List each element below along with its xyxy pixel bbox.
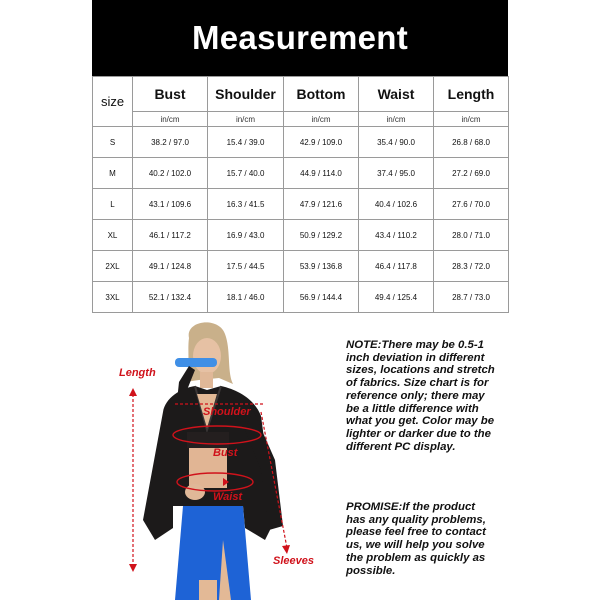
size-cell: S	[93, 127, 133, 158]
table-row	[93, 158, 509, 189]
measurement-banner	[92, 0, 508, 76]
table-row	[93, 127, 509, 158]
size-cell: XL	[93, 220, 133, 251]
value-cell: 35.4 / 90.0	[359, 127, 434, 158]
value-cell: 28.3 / 72.0	[434, 251, 509, 282]
value-cell: 47.9 / 121.6	[284, 189, 359, 220]
value-cell: 50.9 / 129.2	[284, 220, 359, 251]
value-cell: 40.2 / 102.0	[133, 158, 208, 189]
value-cell: 17.5 / 44.5	[208, 251, 284, 282]
value-cell: 27.2 / 69.0	[434, 158, 509, 189]
column-header: Waist	[359, 77, 434, 112]
value-cell: 38.2 / 97.0	[133, 127, 208, 158]
value-cell: 44.9 / 114.0	[284, 158, 359, 189]
value-cell: 15.4 / 39.0	[208, 127, 284, 158]
value-cell: 49.4 / 125.4	[359, 282, 434, 313]
unit-label: in/cm	[284, 112, 359, 127]
value-cell: 43.4 / 110.2	[359, 220, 434, 251]
value-cell: 56.9 / 144.4	[284, 282, 359, 313]
waist-label: Waist	[213, 491, 243, 503]
value-cell: 18.1 / 46.0	[208, 282, 284, 313]
note-text: NOTE:There may be 0.5-1 inch deviation in different sizes, locations and stretch of fabrics. Size chart is for reference only; there may be a little difference with what you get. Color may be lighter or darker due to the different PC display.	[346, 339, 495, 453]
value-cell: 28.0 / 71.0	[434, 220, 509, 251]
table-header-row	[93, 77, 509, 112]
column-header: Bust	[133, 77, 208, 112]
shoulder-label: Shoulder	[203, 406, 251, 418]
value-cell: 53.9 / 136.8	[284, 251, 359, 282]
value-cell: 49.1 / 124.8	[133, 251, 208, 282]
table-row	[93, 189, 509, 220]
sleeves-label: Sleeves	[273, 555, 314, 567]
unit-label: in/cm	[133, 112, 208, 127]
size-chart-table	[92, 76, 509, 313]
unit-label: in/cm	[359, 112, 434, 127]
size-cell: 2XL	[93, 251, 133, 282]
value-cell: 26.8 / 68.0	[434, 127, 509, 158]
column-header: Bottom	[284, 77, 359, 112]
size-cell: M	[93, 158, 133, 189]
value-cell: 52.1 / 132.4	[133, 282, 208, 313]
value-cell: 40.4 / 102.6	[359, 189, 434, 220]
size-cell: 3XL	[93, 282, 133, 313]
bust-label: Bust	[213, 447, 238, 459]
value-cell: 16.9 / 43.0	[208, 220, 284, 251]
value-cell: 43.1 / 109.6	[133, 189, 208, 220]
face	[193, 338, 221, 374]
value-cell: 27.6 / 70.0	[434, 189, 509, 220]
value-cell: 42.9 / 109.0	[284, 127, 359, 158]
table-row	[93, 282, 509, 313]
size-header: size	[93, 77, 133, 127]
value-cell: 15.7 / 40.0	[208, 158, 284, 189]
value-cell: 46.1 / 117.2	[133, 220, 208, 251]
size-cell: L	[93, 189, 133, 220]
model-measurement-figure	[115, 320, 320, 600]
page-title: Measurement	[191, 19, 409, 56]
table-row	[93, 251, 509, 282]
table-row	[93, 220, 509, 251]
length-label: Length	[119, 367, 156, 379]
value-cell: 16.3 / 41.5	[208, 189, 284, 220]
sunglasses	[175, 358, 217, 367]
value-cell: 46.4 / 117.8	[359, 251, 434, 282]
unit-row	[93, 112, 509, 127]
value-cell: 28.7 / 73.0	[434, 282, 509, 313]
promise-text: PROMISE:If the product has any quality problems, please feel free to contact us, we will help you solve the problem as quickly as possible.	[346, 501, 486, 577]
column-header: Length	[434, 77, 509, 112]
value-cell: 37.4 / 95.0	[359, 158, 434, 189]
unit-label: in/cm	[434, 112, 509, 127]
column-header: Shoulder	[208, 77, 284, 112]
unit-label: in/cm	[208, 112, 284, 127]
